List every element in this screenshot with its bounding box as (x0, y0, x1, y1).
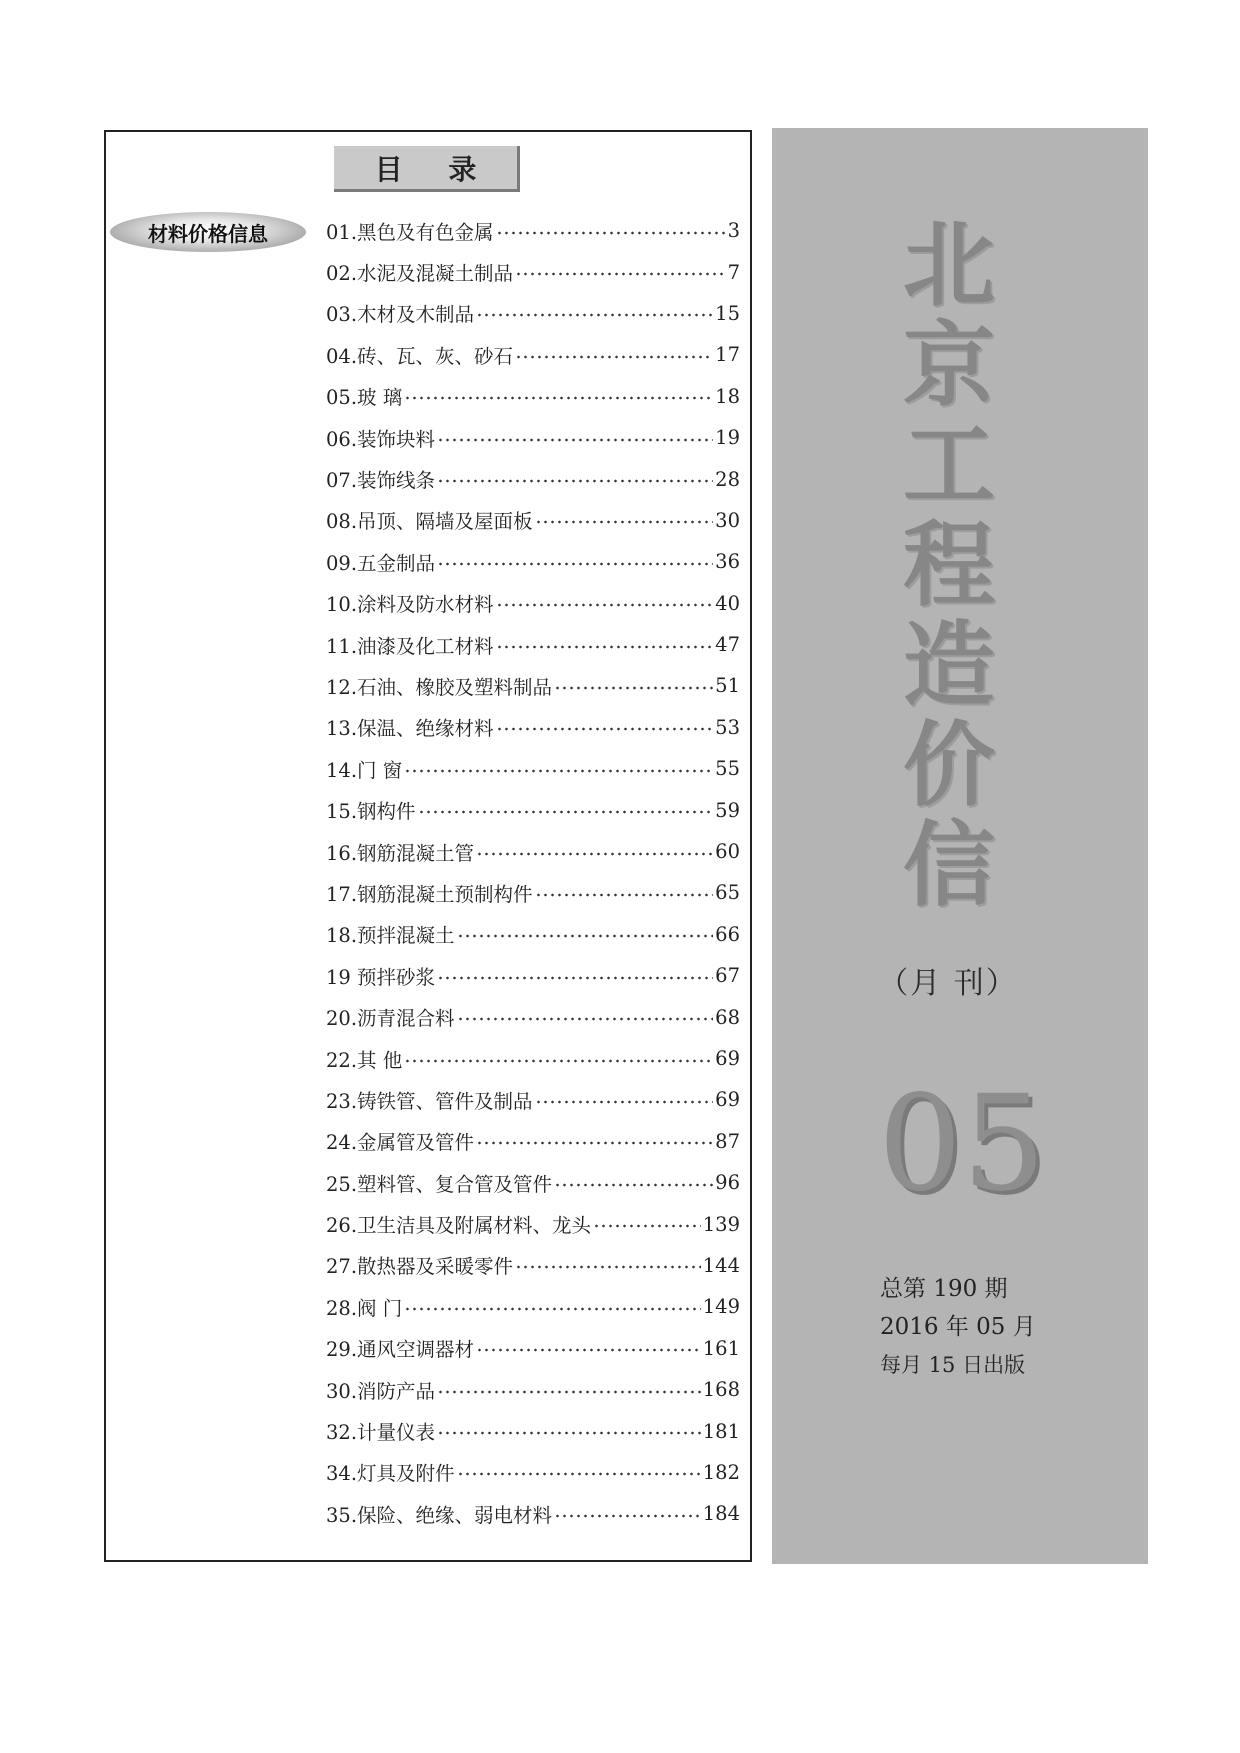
dot-leader (496, 726, 714, 732)
monthly-label: （月 刊） (878, 966, 1018, 1001)
toc-entry-title: 25.塑料管、复合管及管件 (326, 1172, 553, 1196)
toc-entry-page: 69 (715, 1088, 740, 1112)
toc-entry-page: 17 (715, 343, 740, 367)
toc-entry-title: 05.玻 璃 (326, 386, 403, 410)
toc-entry[interactable] (326, 1328, 740, 1369)
toc-entry-page: 60 (715, 840, 740, 864)
toc-entry-page: 181 (702, 1419, 740, 1443)
publish-note: 每月 15 日出版 (880, 1353, 1026, 1377)
toc-entry-page: 87 (715, 1129, 740, 1153)
toc-entry-title: 15.钢构件 (326, 800, 416, 824)
toc-list (326, 210, 740, 1535)
dot-leader (554, 685, 713, 691)
toc-entry-title: 28.阀 门 (326, 1296, 403, 1320)
toc-entry[interactable] (326, 1121, 740, 1162)
dot-leader (437, 437, 713, 443)
toc-entry-page: 149 (702, 1295, 740, 1319)
dot-leader (476, 1347, 701, 1353)
toc-entry[interactable] (326, 500, 740, 541)
toc-entry[interactable] (326, 665, 740, 706)
toc-entry-title: 32.计量仪表 (326, 1421, 436, 1445)
dot-leader (457, 1471, 701, 1477)
toc-entry-title: 23.铸铁管、管件及制品 (326, 1089, 533, 1113)
dot-leader (535, 1099, 714, 1105)
toc-entry-title: 06.装饰块料 (326, 427, 436, 451)
masthead-char: 信 (902, 812, 995, 919)
toc-heading: 目 录 (334, 146, 520, 192)
toc-entry-title: 03.木材及木制品 (326, 303, 475, 327)
toc-entry-page: 55 (715, 757, 740, 781)
toc-entry[interactable] (326, 1493, 740, 1534)
dot-leader (437, 561, 713, 567)
toc-entry[interactable] (326, 872, 740, 913)
toc-entry[interactable] (326, 707, 740, 748)
toc-entry-page: 28 (715, 467, 740, 491)
toc-entry-title: 16.钢筋混凝土管 (326, 841, 475, 865)
toc-entry-page: 139 (702, 1212, 740, 1236)
toc-entry[interactable] (326, 789, 740, 830)
section-label-badge: 材料价格信息 (110, 212, 306, 252)
toc-entry-title: 09.五金制品 (326, 551, 436, 575)
toc-entry[interactable] (326, 1286, 740, 1327)
issue-info (880, 1270, 1036, 1384)
issue-number: 05 (878, 1067, 1046, 1221)
toc-entry[interactable] (326, 748, 740, 789)
toc-entry-page: 65 (715, 881, 740, 905)
toc-entry-title: 13.保温、绝缘材料 (326, 717, 494, 741)
dot-leader (404, 1058, 713, 1064)
toc-entry-page: 36 (715, 550, 740, 574)
toc-entry[interactable] (326, 1452, 740, 1493)
toc-entry[interactable] (326, 293, 740, 334)
toc-entry-title: 29.通风空调器材 (326, 1338, 475, 1362)
toc-entry[interactable] (326, 1369, 740, 1410)
dot-leader (535, 892, 714, 898)
toc-entry-page: 18 (715, 384, 740, 408)
toc-entry-page: 3 (727, 219, 740, 243)
toc-entry-page: 66 (715, 922, 740, 946)
toc-entry[interactable] (326, 376, 740, 417)
toc-entry-page: 182 (702, 1460, 740, 1484)
toc-entry[interactable] (326, 1079, 740, 1120)
toc-entry-page: 40 (715, 591, 740, 615)
masthead-char: 工 (902, 412, 995, 519)
toc-entry-page: 161 (702, 1336, 740, 1360)
toc-entry[interactable] (326, 210, 740, 251)
toc-entry-title: 10.涂料及防水材料 (326, 593, 494, 617)
dot-leader (418, 809, 714, 815)
toc-entry[interactable] (326, 458, 740, 499)
toc-entry[interactable] (326, 334, 740, 375)
toc-entry-title: 34.灯具及附件 (326, 1462, 455, 1486)
toc-entry-title: 08.吊顶、隔墙及屋面板 (326, 510, 533, 534)
dot-leader (476, 851, 713, 857)
toc-entry-title: 30.消防产品 (326, 1379, 436, 1403)
toc-entry-page: 69 (715, 1047, 740, 1070)
toc-entry-page: 59 (715, 798, 740, 822)
cover-panel (772, 128, 1148, 1564)
masthead-title (894, 212, 1004, 919)
toc-entry-page: 53 (715, 715, 740, 739)
toc-entry[interactable] (326, 831, 740, 872)
dot-leader (404, 768, 713, 774)
dot-leader (476, 1140, 713, 1146)
toc-entry[interactable] (326, 996, 740, 1037)
masthead-char: 价 (902, 712, 995, 819)
toc-entry[interactable] (326, 1203, 740, 1244)
dot-leader (515, 354, 713, 360)
toc-entry-title: 17.钢筋混凝土预制构件 (326, 882, 533, 906)
dot-leader (437, 1430, 701, 1436)
toc-entry[interactable] (326, 541, 740, 582)
dot-leader (457, 933, 714, 939)
dot-leader (437, 1389, 701, 1395)
dot-leader (593, 1223, 701, 1229)
toc-entry[interactable] (326, 1038, 740, 1079)
dot-leader (437, 975, 713, 981)
toc-entry-page: 7 (727, 260, 740, 284)
toc-entry-title: 14.门 窗 (326, 758, 403, 782)
dot-leader (404, 1306, 701, 1312)
issue-date: 2016 年 05 月 (880, 1314, 1036, 1340)
dot-leader (437, 478, 713, 484)
toc-entry[interactable] (326, 1410, 740, 1451)
dot-leader (457, 1016, 714, 1022)
dot-leader (496, 602, 714, 608)
toc-entry-page: 51 (715, 674, 740, 698)
toc-entry-title: 11.油漆及化工材料 (326, 634, 494, 658)
toc-entry-page: 47 (715, 633, 740, 657)
table-of-contents (104, 130, 752, 1562)
toc-entry-page: 144 (702, 1253, 740, 1277)
toc-entry-title: 07.装饰线条 (326, 469, 436, 493)
toc-entry-page: 67 (715, 964, 740, 988)
dot-leader (496, 644, 714, 650)
toc-entry-title: 01.黑色及有色金属 (326, 220, 494, 244)
dot-leader (515, 1264, 701, 1270)
toc-entry-page: 68 (715, 1005, 740, 1029)
dot-leader (554, 1513, 701, 1519)
toc-entry-title: 35.保险、绝缘、弱电材料 (326, 1503, 553, 1527)
toc-entry-title: 22.其 他 (326, 1048, 403, 1072)
toc-entry[interactable] (326, 583, 740, 624)
toc-entry-page: 96 (715, 1171, 740, 1195)
toc-entry[interactable] (326, 914, 740, 955)
toc-entry-title: 24.金属管及管件 (326, 1131, 475, 1155)
issue-total: 总第 190 期 (880, 1276, 1008, 1302)
toc-entry[interactable] (326, 1245, 740, 1286)
masthead-char: 造 (902, 612, 995, 719)
toc-entry-page: 168 (702, 1378, 740, 1402)
toc-entry-title: 26.卫生洁具及附属材料、龙头 (326, 1214, 592, 1238)
masthead-char: 京 (902, 312, 995, 419)
toc-entry-title: 02.水泥及混凝土制品 (326, 262, 514, 286)
toc-entry-title: 18.预拌混凝土 (326, 924, 455, 948)
dot-leader (554, 1182, 713, 1188)
toc-entry-page: 184 (702, 1502, 740, 1526)
toc-entry-title: 04.砖、瓦、灰、砂石 (326, 344, 514, 368)
dot-leader (515, 271, 726, 277)
toc-entry-title: 12.石油、橡胶及塑料制品 (326, 675, 553, 699)
toc-entry-page: 30 (715, 508, 740, 532)
toc-entry-page: 15 (715, 301, 740, 325)
toc-entry-page: 19 (715, 426, 740, 450)
dot-leader (496, 230, 726, 236)
toc-entry-title: 19 预拌砂浆 (326, 965, 436, 989)
masthead-char: 北 (902, 212, 995, 319)
dot-leader (404, 395, 713, 401)
toc-entry[interactable] (326, 624, 740, 665)
toc-entry[interactable] (326, 251, 740, 292)
toc-entry-title: 27.散热器及采暖零件 (326, 1255, 514, 1279)
dot-leader (535, 519, 714, 525)
toc-entry[interactable] (326, 1162, 740, 1203)
dot-leader (476, 312, 713, 318)
toc-entry[interactable] (326, 417, 740, 458)
masthead-char: 程 (902, 512, 995, 619)
toc-entry[interactable] (326, 955, 740, 996)
toc-entry-title: 20.沥青混合料 (326, 1007, 455, 1031)
